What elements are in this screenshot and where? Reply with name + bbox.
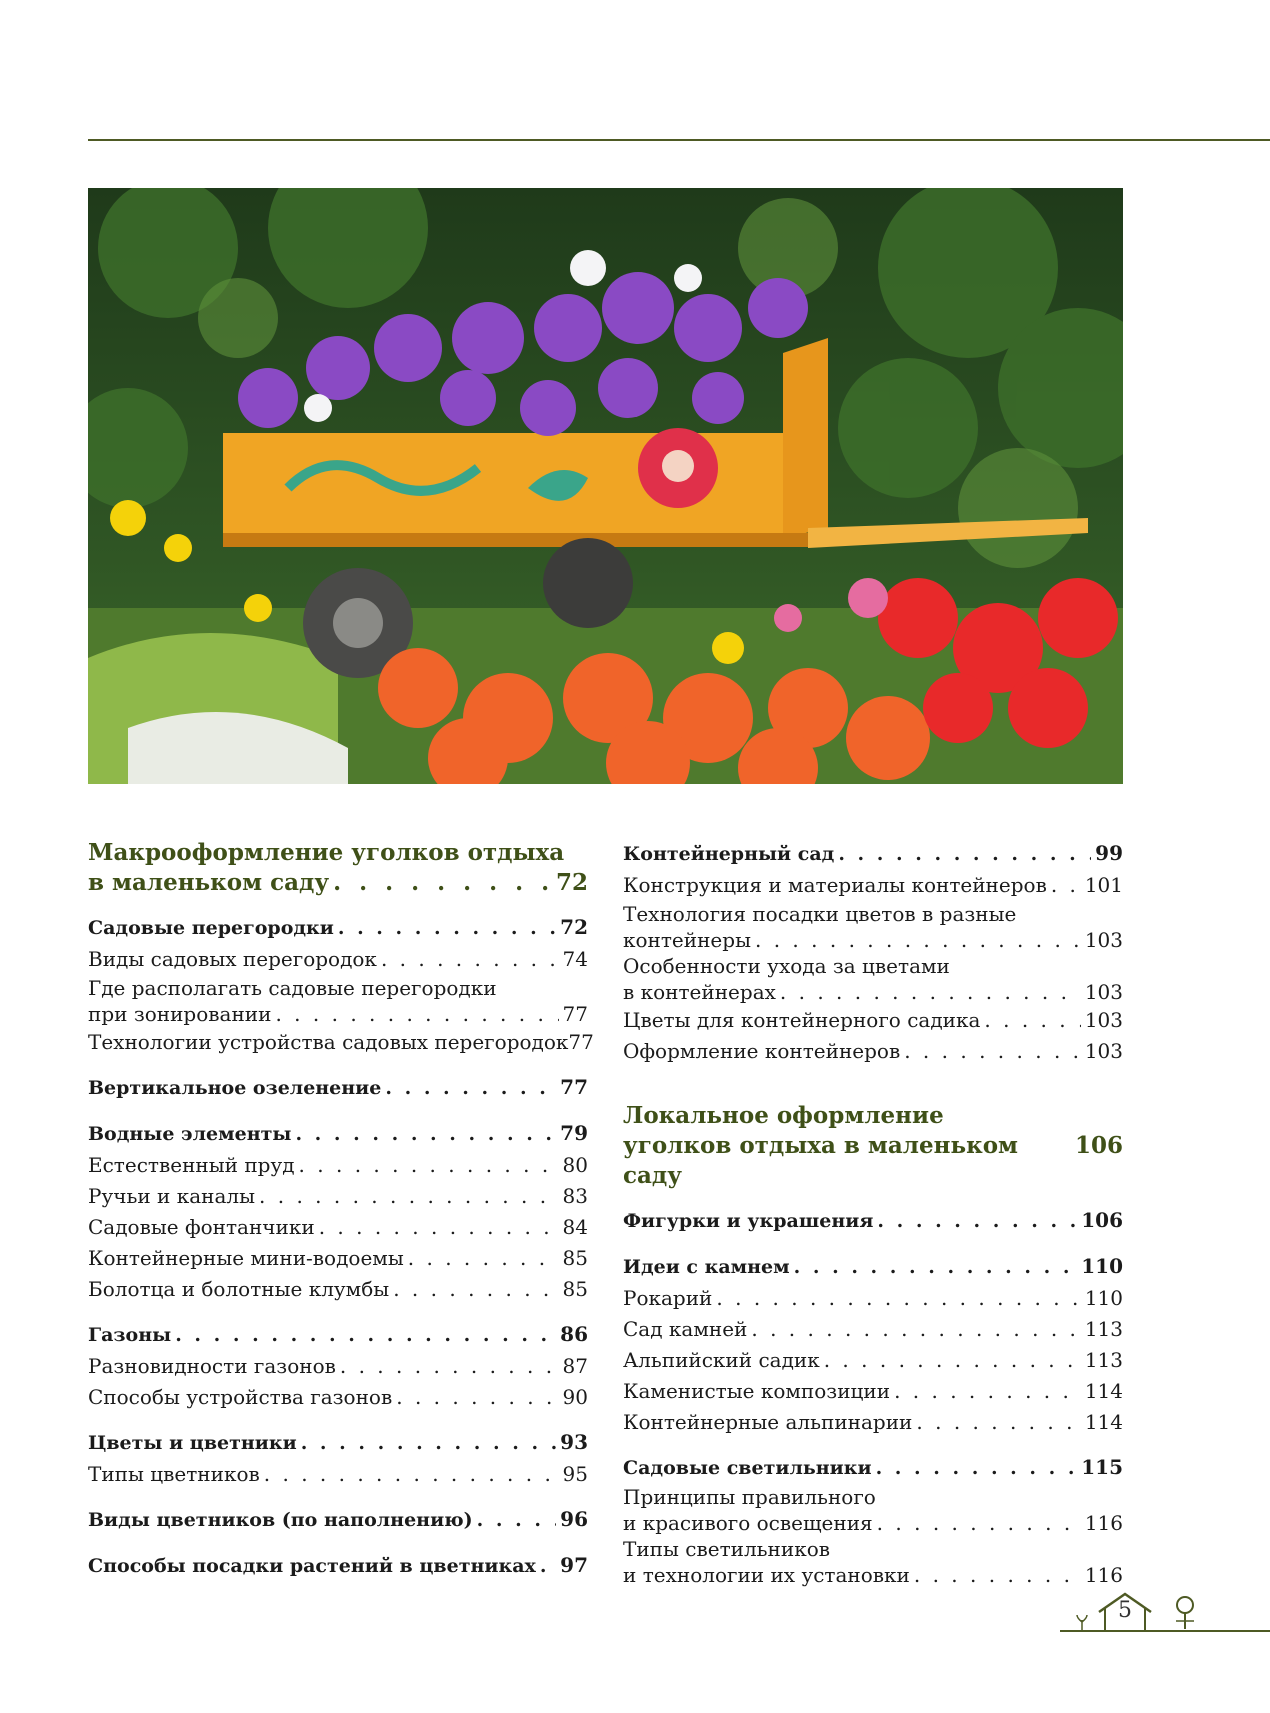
- toc-entry-text-line1: Принципы правильного: [623, 1485, 876, 1509]
- leader-dots: [396, 1382, 558, 1413]
- toc-entry-page: 114: [1084, 1379, 1123, 1403]
- toc-entry-page: 116: [1084, 1511, 1123, 1535]
- toc-entry-text: Конструкция и материалы контейнеров: [623, 873, 1047, 897]
- toc-entry[interactable]: [88, 912, 588, 944]
- toc-entry-page: 86: [560, 1322, 588, 1346]
- toc-entry[interactable]: [623, 1283, 1123, 1314]
- toc-entry[interactable]: [623, 1314, 1123, 1345]
- leader-dots: [275, 1001, 558, 1027]
- toc-entry[interactable]: [623, 1452, 1123, 1484]
- toc-entry-text: Болотца и болотные клумбы: [88, 1277, 390, 1301]
- leader-dots: [295, 1119, 556, 1150]
- toc-entry-text: Цветы и цветники: [88, 1432, 297, 1454]
- leader-dots: [381, 944, 559, 975]
- toc-entry-text-line1: Особенности ухода за цветами: [623, 954, 950, 978]
- tree-icon: [1170, 1595, 1200, 1631]
- leader-dots: [904, 1036, 1081, 1067]
- leader-dots: [876, 1453, 1078, 1484]
- toc-column-left: [88, 838, 594, 1582]
- toc-entry[interactable]: [623, 1036, 1123, 1067]
- toc-entry-page: 77: [568, 1030, 594, 1054]
- toc-entry-page: 97: [560, 1553, 588, 1577]
- section-title-page: 106: [1074, 1132, 1123, 1159]
- toc-entry-page: 103: [1084, 980, 1123, 1004]
- section-title-local: [623, 1101, 1123, 1191]
- leader-dots: [751, 1314, 1080, 1345]
- toc-entry-page: 72: [560, 915, 588, 939]
- toc-entry[interactable]: [88, 1027, 594, 1058]
- leader-dots: [338, 913, 556, 944]
- toc-entry[interactable]: [88, 975, 588, 1027]
- leader-dots: [301, 1428, 556, 1459]
- toc-entry[interactable]: [88, 1319, 588, 1351]
- toc-entry-page: 80: [562, 1153, 588, 1177]
- leader-dots: [824, 1345, 1081, 1376]
- garden-cart-photo: [88, 188, 1123, 784]
- toc-entry-text: и красивого освещения: [623, 1511, 873, 1535]
- toc-entry[interactable]: [88, 944, 588, 975]
- toc-entry-text: Технологии устройства садовых перегородок: [88, 1030, 569, 1054]
- leader-dots: [393, 1274, 558, 1305]
- toc-entry-text-line1: Где располагать садовые перегородки: [88, 976, 497, 1000]
- leader-dots: [385, 1073, 556, 1104]
- toc-entry-text: Рокарий: [623, 1286, 713, 1310]
- section-title-macro: [88, 838, 588, 898]
- toc-entry-page: 103: [1084, 928, 1123, 952]
- top-rule: [88, 139, 1270, 141]
- leader-dots: [319, 1212, 559, 1243]
- toc-entry-page: 110: [1081, 1254, 1123, 1278]
- toc-entry-text-line1: Типы светильников: [623, 1537, 831, 1561]
- leader-dots: [340, 1351, 559, 1382]
- toc-entry[interactable]: [88, 1504, 588, 1536]
- toc-entry[interactable]: [623, 1205, 1123, 1237]
- section-title-page: 72: [555, 869, 588, 896]
- toc-entry-text: Разновидности газонов: [88, 1354, 336, 1378]
- toc-entry-page: 84: [562, 1215, 588, 1239]
- toc-entry-page: 116: [1084, 1563, 1123, 1587]
- toc-entry-text: Контейнерный сад: [623, 843, 835, 865]
- toc-entry[interactable]: [88, 1550, 588, 1582]
- leader-dots: [540, 1551, 556, 1582]
- leader-dots: [299, 1150, 559, 1181]
- toc-entry[interactable]: [623, 1345, 1123, 1376]
- toc-entry[interactable]: [623, 1251, 1123, 1283]
- toc-entry-text: при зонировании: [88, 1002, 272, 1026]
- toc-entry-text-line1: Технология посадки цветов в разные: [623, 902, 1017, 926]
- toc-entry-text: Сад камней: [623, 1317, 748, 1341]
- leader-dots: [716, 1283, 1080, 1314]
- leader-dots: [477, 1505, 557, 1536]
- leader-dots: [984, 1005, 1080, 1036]
- toc-entry-page: 79: [560, 1121, 588, 1145]
- toc-entry[interactable]: [88, 1118, 588, 1150]
- toc-entry-text: Виды цветников (по наполнению): [88, 1509, 473, 1531]
- garden-cart-illustration: [88, 188, 1123, 784]
- toc-entry-text: Типы цветников: [88, 1462, 260, 1486]
- toc-entry-text: Идеи с камнем: [623, 1256, 790, 1278]
- leader-dots: [877, 1206, 1077, 1237]
- toc-entry-text: Водные элементы: [88, 1123, 292, 1145]
- toc-entry-text: Цветы для контейнерного садика: [623, 1008, 981, 1032]
- leader-dots: [333, 868, 552, 898]
- toc-entry-page: 106: [1081, 1208, 1123, 1232]
- toc-entry-page: 113: [1084, 1317, 1123, 1341]
- toc-entry-text: Фигурки и украшения: [623, 1210, 874, 1232]
- toc-entry[interactable]: [623, 1005, 1123, 1036]
- toc-column-right: [623, 838, 1123, 1588]
- section-title-line1: Макрооформление уголков отдыха: [88, 839, 565, 866]
- toc-entry-page: 90: [562, 1385, 588, 1409]
- toc-entry-text: Оформление контейнеров: [623, 1039, 901, 1063]
- toc-entry-page: 114: [1084, 1410, 1123, 1434]
- toc-entry[interactable]: [88, 1212, 588, 1243]
- toc-entry-text: Каменистые композиции: [623, 1379, 891, 1403]
- leader-dots: [1051, 870, 1081, 901]
- leader-dots: [259, 1181, 559, 1212]
- toc-entry[interactable]: [623, 838, 1123, 870]
- leader-dots: [894, 1376, 1081, 1407]
- toc-entry[interactable]: [623, 1536, 1123, 1588]
- leader-dots: [916, 1407, 1080, 1438]
- page-number: 5: [1118, 1598, 1132, 1623]
- toc-entry[interactable]: [623, 953, 1123, 1005]
- toc-entry-text: Садовые светильники: [623, 1457, 872, 1479]
- leader-dots: [264, 1459, 559, 1490]
- toc-entry[interactable]: [88, 1243, 588, 1274]
- toc-entry-page: 85: [562, 1246, 588, 1270]
- toc-entry-page: 85: [562, 1277, 588, 1301]
- toc-entry[interactable]: [623, 1484, 1123, 1536]
- toc-entry-page: 93: [560, 1430, 588, 1454]
- toc-entry[interactable]: [88, 1351, 588, 1382]
- toc-entry-page: 101: [1084, 873, 1123, 897]
- leader-dots: [780, 979, 1081, 1005]
- toc-entry-text: Ручьи и каналы: [88, 1184, 256, 1208]
- toc-entry-text: Виды садовых перегородок: [88, 947, 377, 971]
- toc-entry-text: Газоны: [88, 1324, 172, 1346]
- leader-dots: [408, 1243, 559, 1274]
- toc-entry[interactable]: [88, 1181, 588, 1212]
- footer-rule: [1060, 1630, 1270, 1632]
- leader-dots: [755, 927, 1081, 953]
- toc-entry-text: контейнеры: [623, 928, 751, 952]
- section-title-line2: уголков отдыха в маленьком саду: [623, 1132, 1019, 1189]
- toc-entry[interactable]: [623, 1407, 1123, 1438]
- toc-entry-page: 113: [1084, 1348, 1123, 1372]
- toc-entry-text: Вертикальное озеленение: [88, 1077, 382, 1099]
- toc-entry[interactable]: [88, 1427, 588, 1459]
- toc-entry-text: Контейнерные мини-водоемы: [88, 1246, 404, 1270]
- toc-entry-page: 99: [1095, 841, 1123, 865]
- leader-dots: [175, 1320, 556, 1351]
- toc-entry[interactable]: [88, 1274, 588, 1305]
- sprout-icon: [1075, 1612, 1089, 1630]
- toc-entry-text: Садовые фонтанчики: [88, 1215, 315, 1239]
- leader-dots: [794, 1252, 1078, 1283]
- toc-entry[interactable]: [88, 1382, 588, 1413]
- toc-entry-page: 74: [562, 947, 588, 971]
- section-title-line2: в маленьком саду: [88, 869, 330, 896]
- leader-dots: [877, 1510, 1081, 1536]
- toc-entry-text: в контейнерах: [623, 980, 776, 1004]
- toc-entry-text: Садовые перегородки: [88, 917, 334, 939]
- toc-entry-text: Альпийский садик: [623, 1348, 820, 1372]
- toc-entry-page: 77: [562, 1002, 588, 1026]
- toc-entry[interactable]: [623, 1376, 1123, 1407]
- toc-entry-page: 95: [562, 1462, 588, 1486]
- toc-entry[interactable]: [623, 870, 1123, 901]
- toc-entry-text: и технологии их установки: [623, 1563, 910, 1587]
- toc-entry-page: 96: [560, 1507, 588, 1531]
- toc-entry-page: 87: [562, 1354, 588, 1378]
- toc-entry[interactable]: [623, 901, 1123, 953]
- toc-entry-page: 103: [1084, 1039, 1123, 1063]
- toc-entry-page: 77: [560, 1075, 588, 1099]
- section-title-line1: Локальное оформление: [623, 1102, 944, 1129]
- toc-entry-text: Способы устройства газонов: [88, 1385, 393, 1409]
- toc-entry-page: 83: [562, 1184, 588, 1208]
- toc-entry-text: Способы посадки растений в цветниках: [88, 1555, 536, 1577]
- toc-entry[interactable]: [88, 1072, 588, 1104]
- toc-entry[interactable]: [88, 1459, 588, 1490]
- toc-entry[interactable]: [88, 1150, 588, 1181]
- toc-entry-page: 110: [1084, 1286, 1123, 1310]
- toc-entry-page: 103: [1084, 1008, 1123, 1032]
- toc-entry-page: 115: [1081, 1455, 1123, 1479]
- leader-dots: [914, 1562, 1081, 1588]
- toc-entry-text: Контейнерные альпинарии: [623, 1410, 913, 1434]
- toc-entry-text: Естественный пруд: [88, 1153, 295, 1177]
- leader-dots: [838, 839, 1091, 870]
